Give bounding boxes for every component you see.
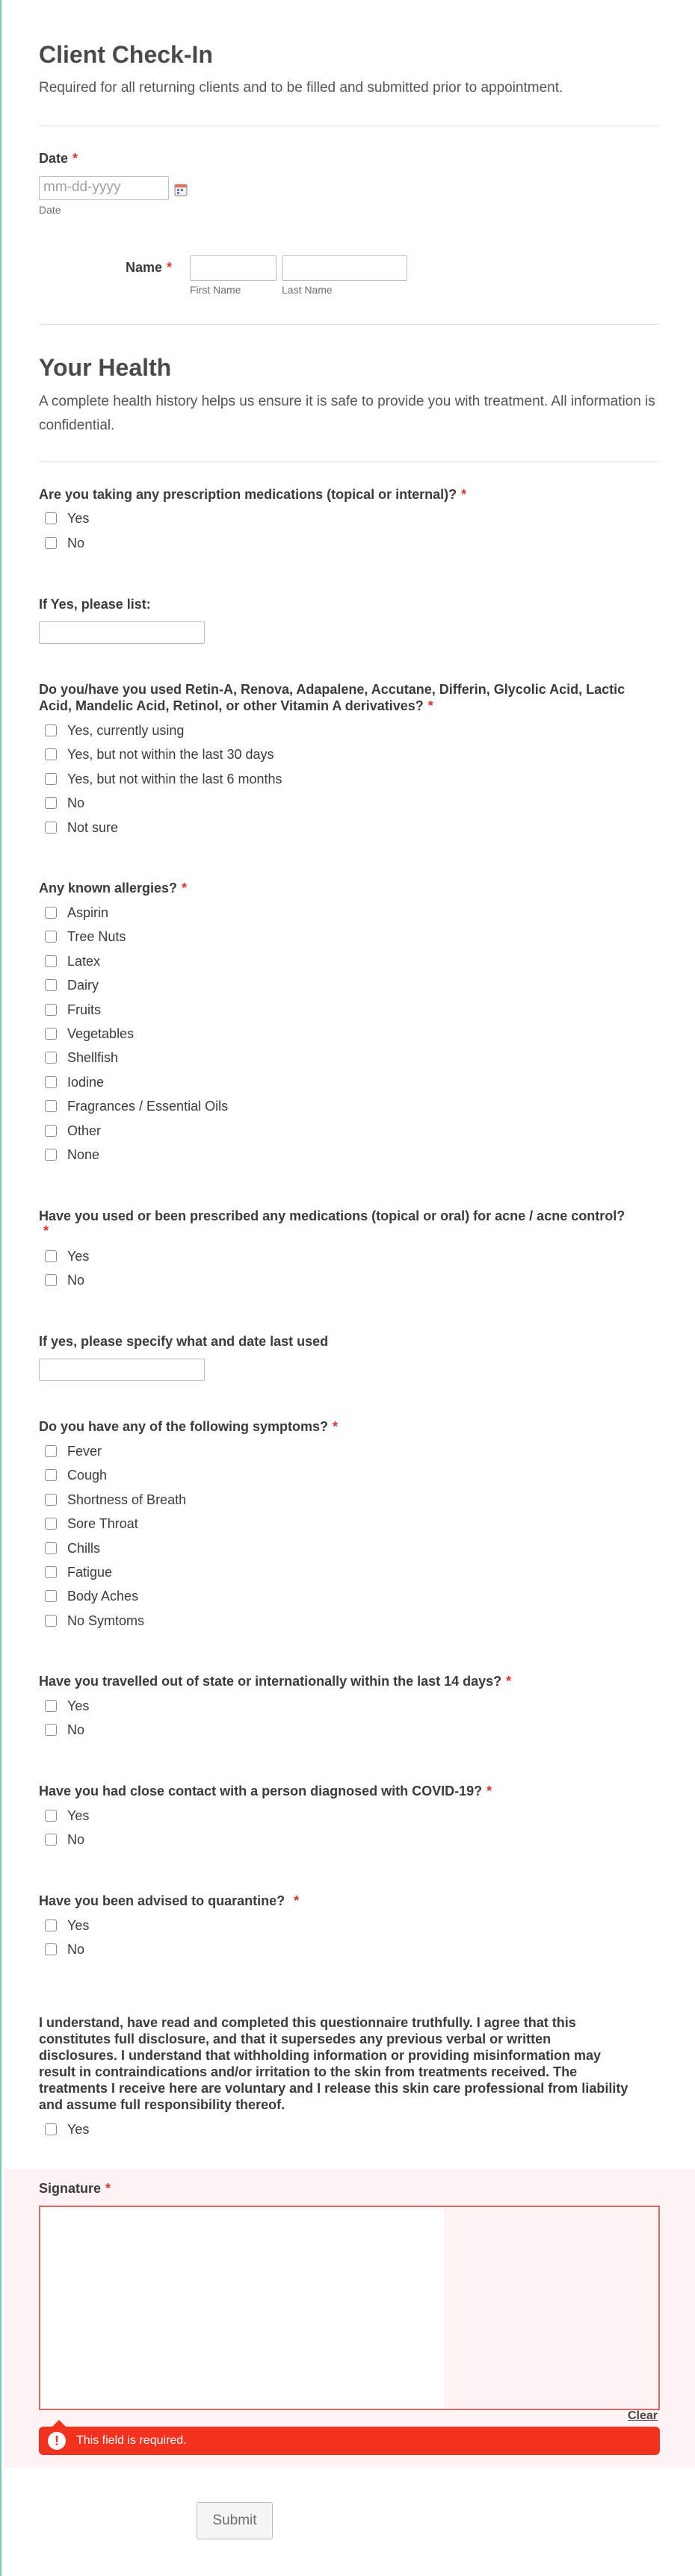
agreement-line: and assume full responsibility thereof.: [39, 2097, 285, 2112]
option-contact-yes[interactable]: Yes: [45, 1807, 89, 1824]
divider: [39, 324, 659, 325]
submit-button[interactable]: Submit: [197, 2502, 273, 2539]
question-quarantine-label: Have you been advised to quarantine? *: [39, 1893, 300, 1908]
date-input[interactable]: mm-dd-yyyy: [39, 176, 169, 200]
option-prescription-yes[interactable]: Yes: [45, 510, 89, 527]
date-sublabel: Date: [39, 204, 61, 216]
option-agreement-yes[interactable]: Yes: [45, 2121, 89, 2138]
section-intro: A complete health history helps us ensure it is safe to provide you with treatment. All information is confidential.: [39, 394, 655, 433]
page-subtitle: Required for all returning clients and to be filled and submitted prior to appointment.: [39, 80, 563, 96]
option-symptom-fatigue[interactable]: Fatigue: [45, 1564, 112, 1580]
checkbox[interactable]: [45, 955, 57, 967]
checkbox[interactable]: [45, 1810, 57, 1822]
checkbox[interactable]: [45, 1494, 57, 1506]
checkbox[interactable]: [45, 1004, 57, 1016]
option-contact-no[interactable]: No: [45, 1831, 84, 1848]
option-retin-6-months[interactable]: Yes, but not within the last 6 months: [45, 771, 282, 787]
option-allergy-iodine[interactable]: Iodine: [45, 1074, 104, 1090]
divider: [39, 125, 659, 126]
checkbox[interactable]: [45, 1566, 57, 1578]
checkbox[interactable]: [45, 1615, 57, 1627]
option-travel-yes[interactable]: Yes: [45, 1698, 89, 1714]
question-retin-label-line2: Acid, Mandelic Acid, Retinol, or other Vitamin A derivatives? *: [39, 698, 433, 713]
required-asterisk: *: [167, 260, 173, 275]
option-quarantine-no[interactable]: No: [45, 1941, 84, 1958]
checkbox[interactable]: [45, 931, 57, 943]
checkbox[interactable]: [45, 1590, 57, 1602]
question-contact-label: Have you had close contact with a person diagnosed with COVID-19? *: [39, 1784, 492, 1798]
checkbox[interactable]: [45, 1919, 57, 1931]
clear-signature-link[interactable]: Clear: [628, 2409, 658, 2422]
signature-label: Signature *: [39, 2181, 111, 2196]
required-asterisk: *: [182, 881, 188, 896]
checkbox[interactable]: [45, 1445, 57, 1457]
acne-medication-input[interactable]: [39, 1359, 205, 1381]
option-retin-no[interactable]: No: [45, 795, 84, 811]
checkbox[interactable]: [45, 1518, 57, 1530]
option-allergy-fruits[interactable]: Fruits: [45, 1002, 101, 1018]
question-symptoms-label: Do you have any of the following symptoms? *: [39, 1419, 339, 1434]
required-asterisk: *: [506, 1674, 512, 1689]
option-allergy-dairy[interactable]: Dairy: [45, 977, 99, 993]
option-symptom-none[interactable]: No Symtoms: [45, 1613, 144, 1629]
option-allergy-other[interactable]: Other: [45, 1123, 101, 1139]
checkbox[interactable]: [45, 979, 57, 991]
checkbox[interactable]: [45, 748, 57, 760]
required-asterisk: *: [486, 1784, 492, 1798]
agreement-line: disclosures. I understand that withholding information or providing misinformation may: [39, 2048, 602, 2063]
checkbox[interactable]: [45, 512, 57, 524]
divider: [39, 461, 659, 462]
section-title: Your Health: [39, 354, 172, 381]
checkbox[interactable]: [45, 1834, 57, 1846]
checkbox[interactable]: [45, 1724, 57, 1736]
checkbox[interactable]: [45, 773, 57, 785]
error-message: ! This field is required.: [39, 2427, 660, 2455]
checkbox[interactable]: [45, 537, 57, 549]
date-label: Date *: [39, 151, 78, 166]
question-acne-label: Have you used or been prescribed any medications (topical or oral) for acne / acne control?: [39, 1208, 626, 1223]
first-name-sublabel: First Name: [190, 284, 241, 296]
option-travel-no[interactable]: No: [45, 1722, 84, 1738]
question-specify-label: If yes, please specify what and date last used: [39, 1334, 329, 1349]
checkbox[interactable]: [45, 797, 57, 809]
required-asterisk: *: [105, 2181, 111, 2196]
agreement-line: I understand, have read and completed this questionnaire truthfully. I agree that this: [39, 2015, 576, 2030]
last-name-sublabel: Last Name: [282, 284, 333, 296]
option-allergy-none[interactable]: None: [45, 1146, 99, 1163]
checkbox[interactable]: [45, 1542, 57, 1554]
option-acne-yes[interactable]: Yes: [45, 1248, 89, 1264]
checkbox[interactable]: [45, 2123, 57, 2135]
checkbox[interactable]: [45, 1052, 57, 1064]
required-asterisk: *: [427, 698, 433, 713]
question-retin-label-line1: Do you/have you used Retin-A, Renova, Adapalene, Accutane, Differin, Glycolic Acid, Lactic: [39, 682, 626, 697]
question-travel-label: Have you travelled out of state or internationally within the last 14 days? *: [39, 1674, 512, 1689]
option-allergy-aspirin[interactable]: Aspirin: [45, 904, 108, 921]
option-prescription-no[interactable]: No: [45, 535, 84, 551]
checkbox[interactable]: [45, 1076, 57, 1088]
checkbox[interactable]: [45, 907, 57, 919]
checkbox[interactable]: [45, 724, 57, 736]
agreement-line: constitutes full disclosure, and that it supersedes any previous verbal or written: [39, 2032, 552, 2046]
first-name-input[interactable]: [190, 255, 277, 281]
question-list-label: If Yes, please list:: [39, 597, 151, 612]
medications-list-input[interactable]: [39, 621, 205, 644]
agreement-line: result in contraindications and/or irritation to the skin from treatments received. The: [39, 2064, 578, 2079]
option-retin-not-sure[interactable]: Not sure: [45, 819, 118, 836]
calendar-icon[interactable]: [173, 182, 188, 197]
option-allergy-shellfish[interactable]: Shellfish: [45, 1049, 118, 1066]
checkbox[interactable]: [45, 1943, 57, 1955]
required-asterisk: *: [294, 1893, 300, 1908]
option-acne-no[interactable]: No: [45, 1272, 84, 1288]
required-asterisk: *: [43, 1223, 49, 1238]
option-retin-30-days[interactable]: Yes, but not within the last 30 days: [45, 746, 274, 763]
option-allergy-vegetables[interactable]: Vegetables: [45, 1025, 134, 1042]
required-asterisk: *: [333, 1419, 339, 1434]
checkbox[interactable]: [45, 1028, 57, 1040]
option-symptom-fever[interactable]: Fever: [45, 1443, 102, 1459]
option-symptom-sore-throat[interactable]: Sore Throat: [45, 1515, 138, 1532]
page-title: Client Check-In: [39, 41, 213, 68]
question-allergies-label: Any known allergies? *: [39, 881, 188, 896]
question-acne-required: [39, 1223, 49, 1239]
name-label: Name *: [126, 260, 173, 275]
question-prescription-label: Are you taking any prescription medications (topical or internal)? *: [39, 487, 467, 502]
option-allergy-fragrances[interactable]: Fragrances / Essential Oils: [45, 1098, 228, 1114]
required-asterisk: *: [72, 151, 78, 166]
option-allergy-latex[interactable]: Latex: [45, 953, 100, 969]
option-allergy-tree-nuts[interactable]: Tree Nuts: [45, 928, 126, 945]
option-symptom-shortness-of-breath[interactable]: Shortness of Breath: [45, 1492, 186, 1508]
checkbox[interactable]: [45, 1149, 57, 1161]
signature-pad[interactable]: [39, 2206, 660, 2410]
required-asterisk: *: [461, 487, 467, 502]
option-retin-currently[interactable]: Yes, currently using: [45, 722, 184, 739]
checkbox[interactable]: [45, 1125, 57, 1137]
checkbox[interactable]: [45, 1700, 57, 1712]
option-symptom-cough[interactable]: Cough: [45, 1467, 107, 1483]
checkbox[interactable]: [45, 1100, 57, 1112]
option-quarantine-yes[interactable]: Yes: [45, 1917, 89, 1934]
alert-icon: !: [48, 2432, 66, 2450]
checkbox[interactable]: [45, 1469, 57, 1481]
checkbox[interactable]: [45, 822, 57, 834]
checkbox[interactable]: [45, 1250, 57, 1262]
option-symptom-body-aches[interactable]: Body Aches: [45, 1588, 138, 1604]
last-name-input[interactable]: [282, 255, 407, 281]
option-symptom-chills[interactable]: Chills: [45, 1540, 100, 1557]
agreement-line: treatments I receive here are voluntary and I release this skin care professional from liability: [39, 2081, 628, 2096]
checkbox[interactable]: [45, 1274, 57, 1286]
